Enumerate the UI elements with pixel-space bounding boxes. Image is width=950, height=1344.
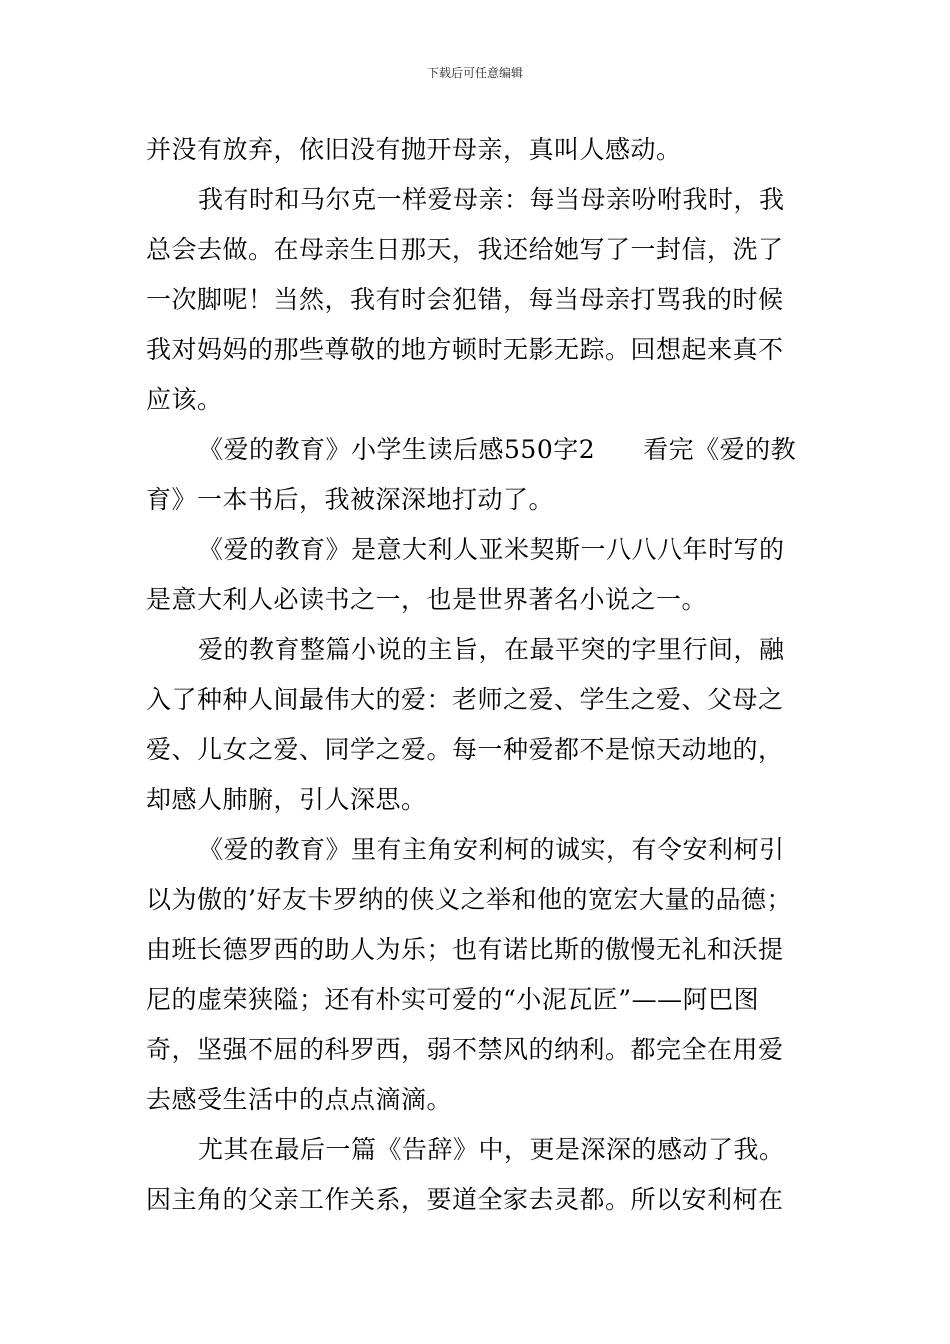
text-fragment: 看完《爱的教 — [643, 435, 797, 464]
text-line: 尤其在最后一篇《告辞》中，更是深深的感动了我。 — [198, 1135, 785, 1164]
essay-title: 《爱的教育》小学生读后感550字2 — [198, 435, 596, 464]
paragraph — [146, 425, 818, 525]
text-line: 总会去做。在母亲生日那天，我还给她写了一封信，洗了 — [146, 235, 784, 264]
text-line: 却感人肺腑，引人深思。 — [146, 785, 427, 814]
page-header: 下载后可任意编辑 — [426, 66, 523, 80]
text-line: 并没有放弃，依旧没有抛开母亲，真叫人感动。 — [146, 135, 682, 164]
text-line: 爱的教育整篇小说的主旨，在最平突的字里行间，融 — [198, 635, 785, 664]
text-line: 入了种种人间最伟大的爱：老师之爱、学生之爱、父母之 — [146, 685, 784, 714]
text-line: 育》一本书后，我被深深地打动了。 — [146, 485, 555, 514]
text-line: 去感受生活中的点点滴滴。 — [146, 1085, 453, 1114]
paragraph — [146, 175, 818, 425]
paragraph — [146, 625, 818, 825]
paragraph — [146, 125, 818, 175]
text-line — [146, 425, 818, 475]
text-line: 我有时和马尔克一样爱母亲：每当母亲吩咐我时，我 — [198, 185, 785, 214]
document-body — [146, 125, 818, 1225]
paragraph — [146, 1125, 818, 1225]
text-line: 《爱的教育》是意大利人亚米契斯一八八八年时写的 — [198, 535, 785, 564]
text-line: 尼的虚荣狭隘；还有朴实可爱的“小泥瓦匠”——阿巴图 — [146, 985, 760, 1014]
text-line: 由班长德罗西的助人为乐；也有诺比斯的傲慢无礼和沃提 — [146, 935, 784, 964]
text-line: 一次脚呢！当然，我有时会犯错，每当母亲打骂我的时候 — [146, 285, 784, 314]
text-line: 爱、儿女之爱、同学之爱。每一种爱都不是惊天动地的， — [146, 735, 784, 764]
text-line: 是意大利人必读书之一，也是世界著名小说之一。 — [146, 585, 708, 614]
text-line: 我对妈妈的那些尊敬的地方顿时无影无踪。回想起来真不 — [146, 335, 784, 364]
text-line: 因主角的父亲工作关系，要道全家去灵都。所以安利柯在 — [146, 1185, 784, 1214]
paragraph — [146, 525, 818, 625]
text-line: 以为傲的’好友卡罗纳的侠义之举和他的宽宏大量的品德； — [146, 885, 792, 914]
paragraph — [146, 825, 818, 1125]
text-line: 奇，坚强不屈的科罗西，弱不禁风的纳利。都完全在用爱 — [146, 1035, 784, 1064]
text-line: 《爱的教育》里有主角安利柯的诚实，有令安利柯引 — [198, 835, 785, 864]
text-line: 应该。 — [146, 385, 223, 414]
